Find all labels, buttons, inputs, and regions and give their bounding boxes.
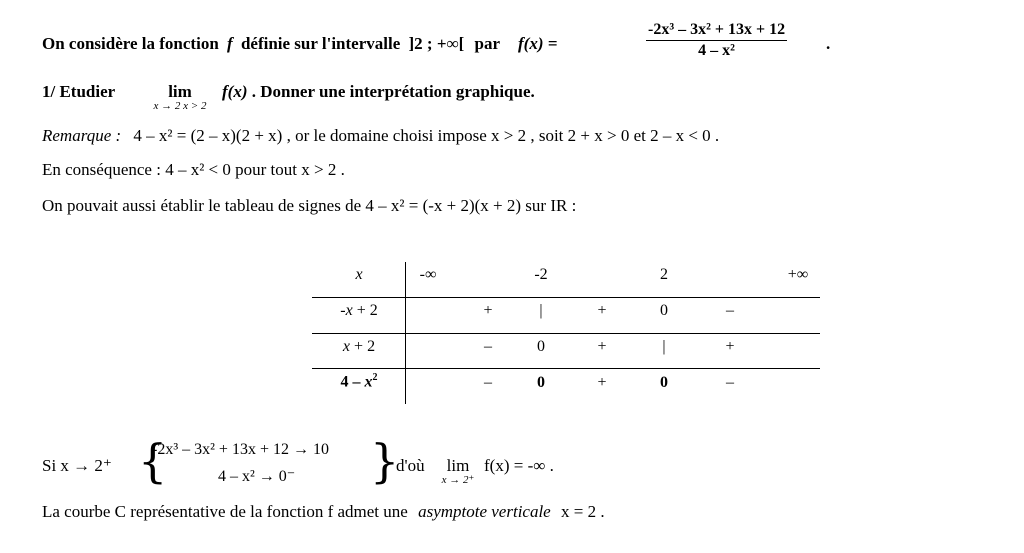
table-row1-cell: 0 [660,302,668,319]
question1-limit [142,83,218,112]
table-hline-3 [312,368,820,369]
question1-text: . Donner une interprétation graphique. [251,82,535,101]
table-header-2: 2 [660,266,668,283]
table-row1-cell: – [726,302,734,319]
conclusion-limit [436,457,480,486]
table-row1-cell: | [539,302,543,319]
remarque-line [42,126,719,146]
question1-fx: f(x) [222,82,248,101]
limit-line2: 4 – x² → 0⁻ [218,468,296,485]
question1-lim-sub: x → 2 x > 2 [153,100,207,112]
question1-rest [222,82,535,102]
table-row3-cell: 0 [660,374,668,391]
table-row2-label: x + 2 [342,338,376,355]
limit-si: Si x → 2⁺ [42,456,112,475]
function-fraction [646,21,787,60]
table-row3-cell: + [597,374,607,391]
table-row3-cell: – [484,374,492,391]
intro-f: f [227,34,233,53]
table-row1-cell: + [597,302,607,319]
intro-fx: f(x) = [518,34,558,53]
table-header-x: x [355,266,363,283]
remarque-text: 4 – x² = (2 – x)(2 + x) , or le domaine choisi impose x > 2 , soit 2 + x > 0 et 2 – x < 0 . [133,126,720,145]
conclusion-lim: lim [446,456,470,475]
right-brace: } [370,434,400,488]
table-row2-cell: + [725,338,735,355]
table-row2-cell: | [662,338,666,355]
intro-text-mid: définie sur l'intervalle [240,34,401,53]
intro-interval: ]2 ; +∞[ [408,34,465,53]
table-row2-cell: – [484,338,492,355]
fraction-numerator: -2x³ – 3x² + 13x + 12 [646,21,787,41]
table-vline [405,262,406,404]
intro-text-before: On considère la fonction [42,34,219,53]
question1-lim: lim [168,82,192,101]
conclusion-asymptote: asymptote verticale [418,502,551,521]
table-row1-cell: + [483,302,493,319]
table-header-minus-inf: -∞ [419,266,437,283]
table-hline-2 [312,333,820,334]
fraction-denominator: 4 – x² [698,42,735,59]
intro-line [42,34,557,54]
table-row1-label: -x + 2 [340,302,378,319]
left-brace: { [138,434,168,488]
limit-dou: d'où [396,456,425,475]
intro-par: par [474,34,500,53]
consequence-line: En conséquence : 4 – x² < 0 pour tout x > 2 . [42,160,345,179]
table-header-minus-2: -2 [534,266,548,283]
table-row3-label: $4 - x^2$ [340,372,378,391]
table-row2-cell: + [597,338,607,355]
table-row3-cell: – [726,374,734,391]
table-row3-cell: 0 [537,374,545,391]
limit-line1: -2x³ – 3x² + 13x + 12 → 10 [152,441,329,458]
remarque-label: Remarque : [42,126,122,145]
conclusion-line [42,502,605,522]
tableau-intro-line: On pouvait aussi établir le tableau de signes de 4 – x² = (-x + 2)(x + 2) sur IR : [42,196,577,215]
conclusion-after: x = 2 . [560,502,605,521]
limit-result: f(x) = -∞ . [484,456,554,475]
intro-end: . [826,34,831,53]
conclusion-before: La courbe C représentative de la fonction f admet une [42,502,408,521]
question1-prefix: 1/ Etudier [42,82,116,101]
conclusion-lim-sub: x → 2⁺ [441,474,475,486]
table-row2-cell: 0 [537,338,545,355]
table-header-plus-inf: +∞ [787,266,809,283]
table-hline-1 [312,297,820,298]
